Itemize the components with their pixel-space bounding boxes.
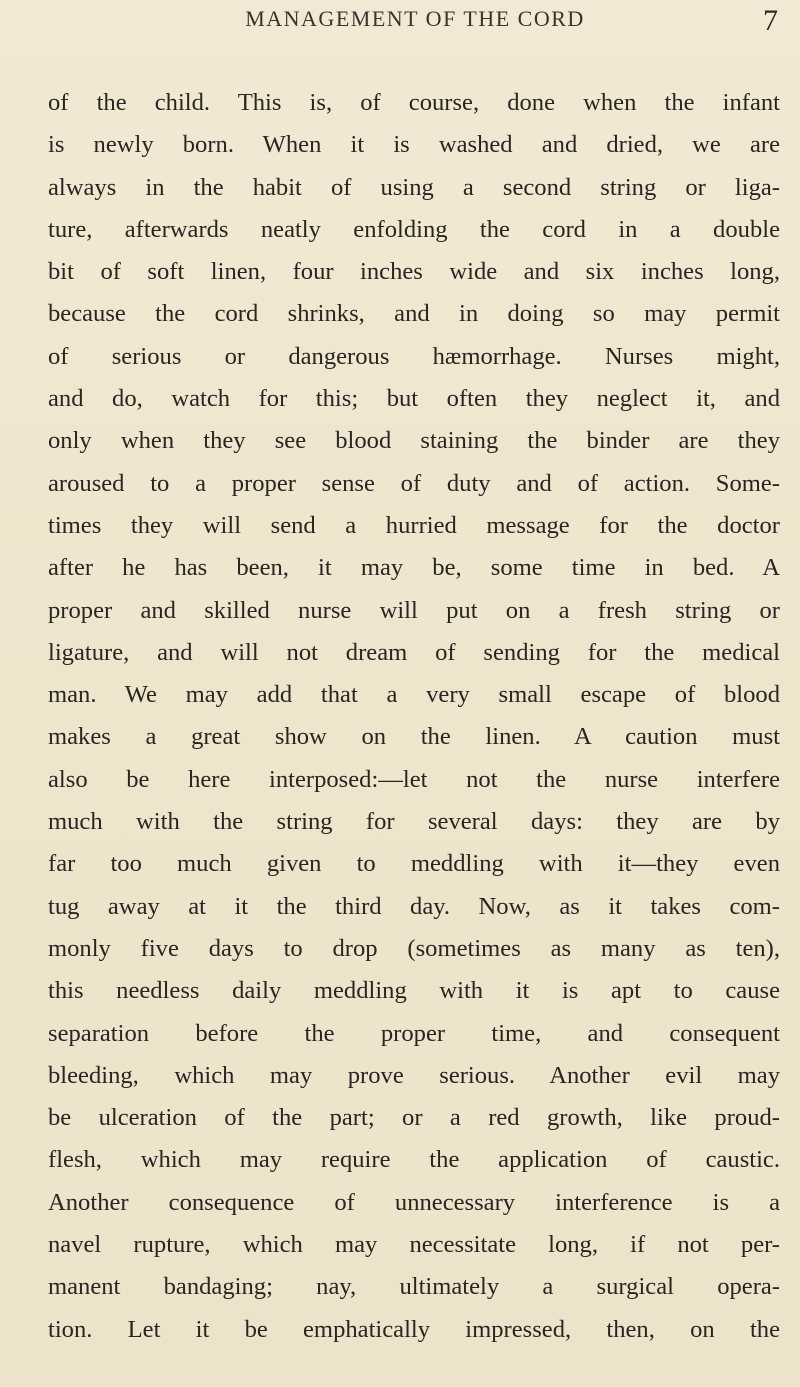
text-line: far too much given to meddling with it—they even [48, 850, 780, 878]
body-text [48, 82, 780, 1351]
text-line: makes a great show on the linen. A caution must [48, 723, 780, 751]
text-line: separation before the proper time, and consequent [48, 1019, 780, 1047]
running-head [52, 4, 778, 38]
text-line: is newly born. When it is washed and dried, we are [48, 131, 780, 159]
text-line: flesh, which may require the application of caustic. [48, 1146, 780, 1174]
text-line: aroused to a proper sense of duty and of action. Some- [48, 469, 780, 497]
text-line: after he has been, it may be, some time in bed. A [48, 554, 780, 582]
text-line: be ulceration of the part; or a red growth, like proud- [48, 1104, 780, 1132]
text-line: ture, afterwards neatly enfolding the cord in a double [48, 215, 780, 243]
text-line: this needless daily meddling with it is apt to cause [48, 977, 780, 1005]
text-line: times they will send a hurried message for the doctor [48, 511, 780, 539]
text-line: only when they see blood staining the binder are they [48, 427, 780, 455]
text-line: manent bandaging; nay, ultimately a surgical opera- [48, 1273, 780, 1301]
text-line: proper and skilled nurse will put on a fresh string or [48, 596, 780, 624]
text-line: navel rupture, which may necessitate long, if not per- [48, 1231, 780, 1259]
text-line: Another consequence of unnecessary interference is a [48, 1188, 780, 1216]
text-line: tion. Let it be emphatically impressed, then, on the [48, 1315, 780, 1343]
text-line: man. We may add that a very small escape of blood [48, 681, 780, 709]
text-line: of the child. This is, of course, done when the infant [48, 89, 780, 116]
page-number: 7 [763, 4, 778, 37]
text-line: ligature, and will not dream of sending for the medical [48, 638, 780, 666]
text-line: monly five days to drop (sometimes as many as ten), [48, 934, 780, 962]
text-line: bleeding, which may prove serious. Another evil may [48, 1061, 780, 1089]
text-line: always in the habit of using a second string or liga- [48, 173, 780, 201]
text-line: also be here interposed:—let not the nurse interfere [48, 765, 780, 793]
text-line: bit of soft linen, four inches wide and six inches long, [48, 258, 780, 286]
text-line: much with the string for several days: they are by [48, 808, 780, 836]
text-line: of serious or dangerous hæmorrhage. Nurses might, [48, 342, 780, 370]
text-line: tug away at it the third day. Now, as it takes com- [48, 892, 780, 920]
text-line: and do, watch for this; but often they neglect it, and [48, 385, 780, 413]
text-line: because the cord shrinks, and in doing so may permit [48, 300, 780, 328]
running-title: MANAGEMENT OF THE CORD [245, 6, 585, 31]
